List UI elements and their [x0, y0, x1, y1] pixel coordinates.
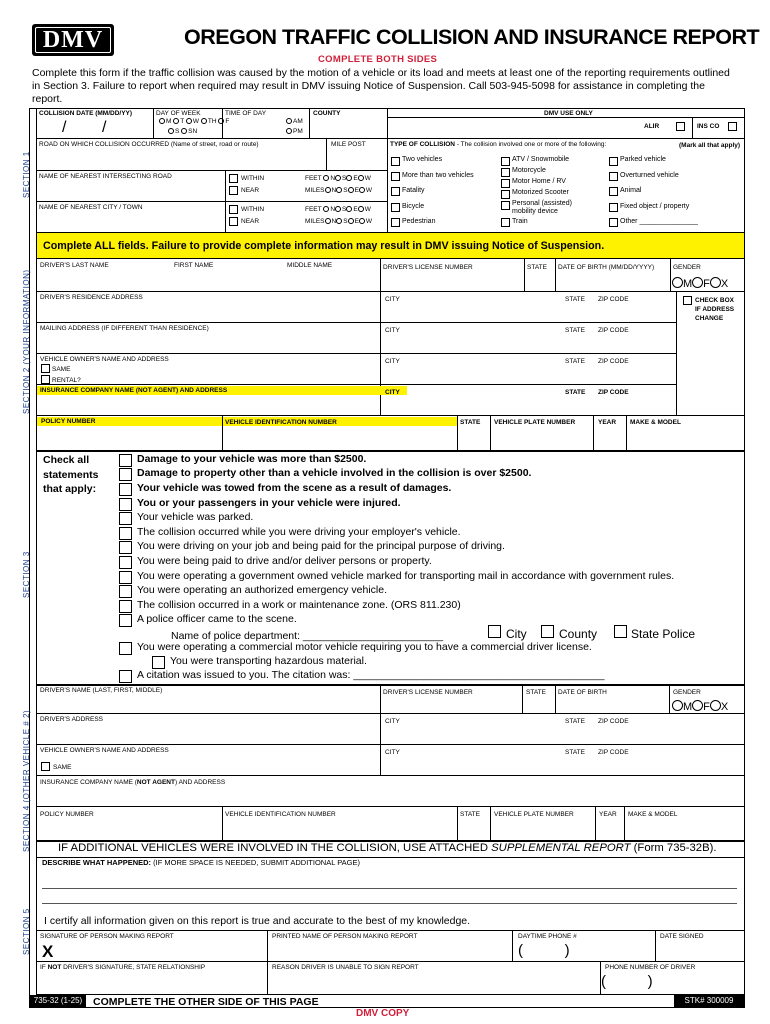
section-2-tab: SECTION 2 (YOUR INFORMATION): [22, 269, 31, 414]
same-checkbox[interactable]: [41, 364, 50, 373]
statement-checkbox[interactable]: [119, 556, 132, 569]
type-checkbox[interactable]: [391, 187, 400, 196]
statement-text: Your vehicle was towed from the scene as a result of damages.: [137, 482, 452, 494]
state-label: STATE: [565, 718, 585, 725]
section-3-tab: SECTION 3: [22, 551, 31, 598]
near-label: NEAR: [241, 218, 260, 225]
gender-label: GENDER: [673, 689, 701, 696]
type-label: Pedestrian: [402, 218, 436, 225]
printed-name-label: PRINTED NAME OF PERSON MAKING REPORT: [272, 933, 418, 940]
zip-label: ZIP CODE: [598, 718, 629, 725]
zip-label: ZIP CODE: [598, 358, 629, 365]
state-label: STATE: [565, 327, 585, 334]
intersecting-road-label: NAME OF NEAREST INTERSECTING ROAD: [39, 173, 172, 180]
city-police-label: City: [506, 627, 527, 641]
near-label: NEAR: [241, 187, 260, 194]
vin-label: VEHICLE IDENTIFICATION NUMBER: [225, 811, 336, 818]
feet-direction-options[interactable]: FEET N S E W: [305, 175, 371, 182]
plate-label: VEHICLE PLATE NUMBER: [494, 811, 574, 818]
city-label: CITY: [385, 389, 400, 396]
statement-text: Your vehicle was parked.: [137, 511, 254, 523]
mailing-label: MAILING ADDRESS (IF DIFFERENT THAN RESIDENCE): [40, 325, 209, 332]
citation-checkbox[interactable]: [119, 670, 132, 683]
state-label: STATE: [565, 389, 586, 396]
describe-line[interactable]: [42, 903, 737, 904]
gender-label: GENDER: [673, 264, 701, 271]
day-of-week-options[interactable]: M T W TH F: [159, 118, 229, 125]
nearest-city-label: NAME OF NEAREST CITY / TOWN: [39, 204, 143, 211]
policy-label: POLICY NUMBER: [40, 811, 94, 818]
police-department-field[interactable]: Name of police department: ________________________: [171, 630, 444, 642]
make-model-label: MAKE & MODEL: [628, 811, 678, 818]
type-checkbox[interactable]: [501, 190, 510, 199]
miles-direction-options[interactable]: MILES N S E W: [305, 187, 373, 194]
statement-checkbox[interactable]: [119, 642, 132, 655]
dob-label: DATE OF BIRTH: [558, 689, 607, 696]
zip-label: ZIP CODE: [598, 296, 629, 303]
daytime-phone-field[interactable]: ( ): [518, 942, 570, 959]
pm-option[interactable]: PM: [286, 128, 303, 135]
first-name-label: FIRST NAME: [174, 262, 214, 269]
city-label: CITY: [385, 749, 400, 756]
vin-label: VEHICLE IDENTIFICATION NUMBER: [225, 419, 337, 426]
license-label: DRIVER'S LICENSE NUMBER: [383, 689, 473, 696]
license-label: DRIVER'S LICENSE NUMBER: [383, 264, 473, 271]
statement-checkbox[interactable]: [119, 498, 132, 511]
complete-other-side: COMPLETE THE OTHER SIDE OF THIS PAGE: [93, 996, 319, 1008]
describe-line[interactable]: [42, 888, 737, 889]
policy-label: POLICY NUMBER: [41, 418, 96, 425]
feet-direction-options[interactable]: FEET N S E W: [305, 206, 371, 213]
type-checkbox[interactable]: [609, 203, 618, 212]
statement-text: You were operating a government owned vehicle marked for transporting mail in accordance with government rules.: [137, 570, 675, 582]
state-label: STATE: [527, 264, 547, 271]
complete-both-sides: COMPLETE BOTH SIDES: [318, 54, 438, 65]
type-of-collision-label: TYPE OF COLLISION - The collision involved one or more of the following:: [390, 141, 607, 148]
weekend-options[interactable]: S SN: [168, 128, 197, 135]
city-label: CITY: [385, 327, 400, 334]
statement-text: You were driving on your job and being paid for the principal purpose of driving.: [137, 540, 505, 552]
am-option[interactable]: AM: [286, 118, 303, 125]
type-checkbox[interactable]: [609, 172, 618, 181]
gender-options[interactable]: M F X: [672, 700, 728, 713]
change-label: CHANGE: [695, 315, 724, 322]
county-label: COUNTY: [313, 110, 341, 117]
form-title: OREGON TRAFFIC COLLISION AND INSURANCE REPORT: [184, 25, 760, 49]
rental-checkbox[interactable]: [41, 375, 50, 384]
type-checkbox[interactable]: [501, 201, 510, 210]
statement-text: A police officer came to the scene.: [137, 613, 297, 625]
signature-field[interactable]: X: [42, 942, 54, 961]
middle-name-label: MIDDLE NAME: [287, 262, 333, 269]
insurance-label: INSURANCE COMPANY NAME (NOT AGENT) AND ADDRESS: [40, 387, 228, 394]
within-label: WITHIN: [241, 175, 265, 182]
city-label: CITY: [385, 718, 400, 725]
type-label: ATV / Snowmobile: [512, 156, 570, 163]
city-police-checkbox[interactable]: [488, 625, 501, 638]
statement-text: You or your passengers in your vehicle were injured.: [137, 497, 401, 509]
statement-text: Damage to property other than a vehicle involved in the collision is over $2500.: [137, 467, 532, 479]
statement-checkbox[interactable]: [119, 541, 132, 554]
type-label: Motorcycle: [512, 167, 546, 174]
type-label: Two vehicles: [402, 156, 443, 163]
type-label: Train: [512, 218, 528, 225]
type-checkbox[interactable]: [609, 157, 618, 166]
statement-checkbox[interactable]: [119, 585, 132, 598]
alir-label: ALIR: [644, 123, 660, 130]
statement-checkbox[interactable]: [119, 483, 132, 496]
miles-direction-options[interactable]: MILES N S E W: [305, 218, 373, 225]
if-address-label: IF ADDRESS: [695, 306, 735, 313]
within-checkbox[interactable]: [229, 205, 238, 214]
alir-checkbox[interactable]: [676, 122, 685, 131]
statement-checkbox[interactable]: [119, 468, 132, 481]
describe-label: DESCRIBE WHAT HAPPENED: (IF MORE SPACE IS NEEDED, SUBMIT ADDITIONAL PAGE): [42, 858, 360, 867]
type-checkbox[interactable]: [609, 187, 618, 196]
type-checkbox[interactable]: [391, 172, 400, 181]
type-checkbox[interactable]: [391, 218, 400, 227]
form-number: 735-32 (1-25): [30, 995, 86, 1007]
state-label: STATE: [565, 358, 585, 365]
same-label: SAME: [52, 366, 71, 373]
zip-label: ZIP CODE: [598, 327, 629, 334]
type-label: Fixed object / property: [620, 203, 690, 210]
driver-address-label: DRIVER'S ADDRESS: [40, 716, 104, 723]
dob-label: DATE OF BIRTH (MM/DD/YYYY): [558, 264, 655, 271]
type-checkbox[interactable]: [391, 157, 400, 166]
signature-label: SIGNATURE OF PERSON MAKING REPORT: [40, 933, 174, 940]
ins-co-label: INS CO: [697, 123, 720, 130]
if-not-driver-label: IF NOT DRIVER'S SIGNATURE, STATE RELATIONSHIP: [40, 964, 206, 971]
section-5-tab: SECTION 5: [22, 908, 31, 955]
citation-text[interactable]: A citation was issued to you. The citation was: ___________________________________________: [137, 669, 605, 681]
day-of-week-label: DAY OF WEEK: [156, 110, 201, 117]
collision-date-label: COLLISION DATE (MM/DD/YY): [39, 110, 133, 117]
driver-name-label: DRIVER'S NAME (LAST, FIRST, MIDDLE): [40, 687, 163, 694]
dmv-copy: DMV COPY: [356, 1008, 410, 1019]
owner-label: VEHICLE OWNER'S NAME AND ADDRESS: [40, 747, 169, 754]
type-label: Bicycle: [402, 203, 425, 210]
state-label: STATE: [526, 689, 546, 696]
road-label: ROAD ON WHICH COLLISION OCCURRED (Name of street, road or route): [39, 141, 259, 148]
type-label: Parked vehicle: [620, 156, 666, 163]
type-label: Fatality: [402, 187, 425, 194]
type-checkbox[interactable]: [501, 168, 510, 177]
within-checkbox[interactable]: [229, 174, 238, 183]
time-of-day-label: TIME OF DAY: [225, 110, 267, 117]
type-label: More than two vehicles: [402, 172, 474, 179]
statement-checkbox[interactable]: [119, 614, 132, 627]
within-label: WITHIN: [241, 206, 265, 213]
hazmat-checkbox[interactable]: [152, 656, 165, 669]
make-model-label: MAKE & MODEL: [630, 419, 681, 426]
same-label: SAME: [53, 764, 72, 771]
stk-number: STK# 300009: [674, 995, 744, 1007]
certification-text: I certify all information given on this report is true and accurate to the best of my knowledge.: [44, 915, 471, 927]
residence-label: DRIVER'S RESIDENCE ADDRESS: [40, 294, 143, 301]
statement-text: The collision occurred while you were driving your employer's vehicle.: [137, 526, 461, 538]
type-checkbox[interactable]: [391, 203, 400, 212]
check-box-label: CHECK BOX: [695, 297, 735, 304]
mark-all-label: (Mark all that apply): [679, 142, 741, 149]
section-1-tab: SECTION 1: [22, 151, 31, 198]
reason-label: REASON DRIVER IS UNABLE TO SIGN REPORT: [272, 964, 419, 971]
state-police-checkbox[interactable]: [614, 625, 627, 638]
banner-text: Complete ALL fields. Failure to provide complete information may result in DMV issuing Notice of Suspension.: [43, 240, 605, 252]
intro-text: Complete this form if the traffic collision was caused by the motion of a vehicle or its load and meets at least one of the reporting requirements outlined in Section 3. Failure to report when required may result in DMV issuing Notice of Suspension. Call 503-945-5098 for assistance in completing the report.: [32, 67, 730, 105]
statement-checkbox[interactable]: [119, 454, 132, 467]
year-label: YEAR: [598, 419, 617, 426]
city-label: CITY: [385, 358, 400, 365]
last-name-label: DRIVER'S LAST NAME: [40, 262, 109, 269]
type-label: Animal: [620, 187, 642, 194]
state-label: STATE: [565, 296, 585, 303]
statement-checkbox[interactable]: [119, 571, 132, 584]
hazmat-text: You were transporting hazardous material.: [170, 655, 367, 667]
section-4-tab: SECTION 4 (OTHER VEHICLE # 2): [22, 709, 31, 852]
plate-label: VEHICLE PLATE NUMBER: [494, 419, 576, 426]
near-checkbox[interactable]: [229, 186, 238, 195]
state-label: STATE: [460, 419, 481, 426]
address-change-checkbox[interactable]: [683, 296, 692, 305]
type-checkbox[interactable]: [501, 218, 510, 227]
county-police-checkbox[interactable]: [541, 625, 554, 638]
statement-text: You were operating an authorized emergency vehicle.: [137, 584, 388, 596]
type-checkbox[interactable]: [501, 179, 510, 188]
type-checkbox[interactable]: [501, 157, 510, 166]
type-label: Motorized Scooter: [512, 189, 569, 196]
statement-checkbox[interactable]: [119, 512, 132, 525]
statement-checkbox[interactable]: [119, 600, 132, 613]
driver-phone-field[interactable]: ( ): [601, 973, 653, 990]
type-label: Overturned vehicle: [620, 172, 679, 179]
state-police-label: State Police: [631, 627, 696, 641]
daytime-phone-label: DAYTIME PHONE #: [518, 933, 577, 940]
insurance-label: INSURANCE COMPANY NAME (NOT AGENT) AND ADDRESS: [40, 779, 226, 786]
statement-text: The collision occurred in a work or maintenance zone. (ORS 811.230): [137, 599, 461, 611]
additional-vehicles-note: IF ADDITIONAL VEHICLES WERE INVOLVED IN THE COLLISION, USE ATTACHED SUPPLEMENTAL REPORT (Form 735-32B).: [58, 842, 717, 854]
type-label: Other _______________: [620, 218, 698, 225]
statement-checkbox[interactable]: [119, 527, 132, 540]
statement-text: Damage to your vehicle was more than $2500.: [137, 453, 367, 465]
check-all-label: Check all statements that apply:: [43, 454, 99, 495]
state-label: STATE: [460, 811, 480, 818]
driver-phone-label: PHONE NUMBER OF DRIVER: [605, 964, 696, 971]
type-label: Personal (assisted) mobility device: [512, 200, 572, 215]
zip-label: ZIP CODE: [598, 749, 629, 756]
zip-label: ZIP CODE: [598, 389, 629, 396]
near-checkbox[interactable]: [229, 217, 238, 226]
dmv-logo: DMV: [32, 24, 114, 56]
statement-text: You were operating a commercial motor vehicle requiring you to have a commercial driver license.: [137, 641, 592, 653]
dmv-use-only-label: DMV USE ONLY: [544, 110, 593, 117]
city-label: CITY: [385, 296, 400, 303]
gender-options[interactable]: M F X: [672, 277, 728, 290]
type-checkbox[interactable]: [609, 218, 618, 227]
year-label: YEAR: [599, 811, 617, 818]
collision-date-field[interactable]: / /: [62, 119, 107, 136]
county-police-label: County: [559, 627, 598, 641]
owner-label: VEHICLE OWNER'S NAME AND ADDRESS: [40, 356, 169, 363]
milepost-label: MILE POST: [331, 141, 366, 148]
state-label: STATE: [565, 749, 585, 756]
same-checkbox[interactable]: [41, 762, 50, 771]
type-label: Motor Home / RV: [512, 178, 566, 185]
ins-co-checkbox[interactable]: [728, 122, 737, 131]
date-signed-label: DATE SIGNED: [660, 933, 704, 940]
rental-label: RENTAL?: [52, 377, 81, 384]
statement-text: You were being paid to drive and/or deliver persons or property.: [137, 555, 432, 567]
